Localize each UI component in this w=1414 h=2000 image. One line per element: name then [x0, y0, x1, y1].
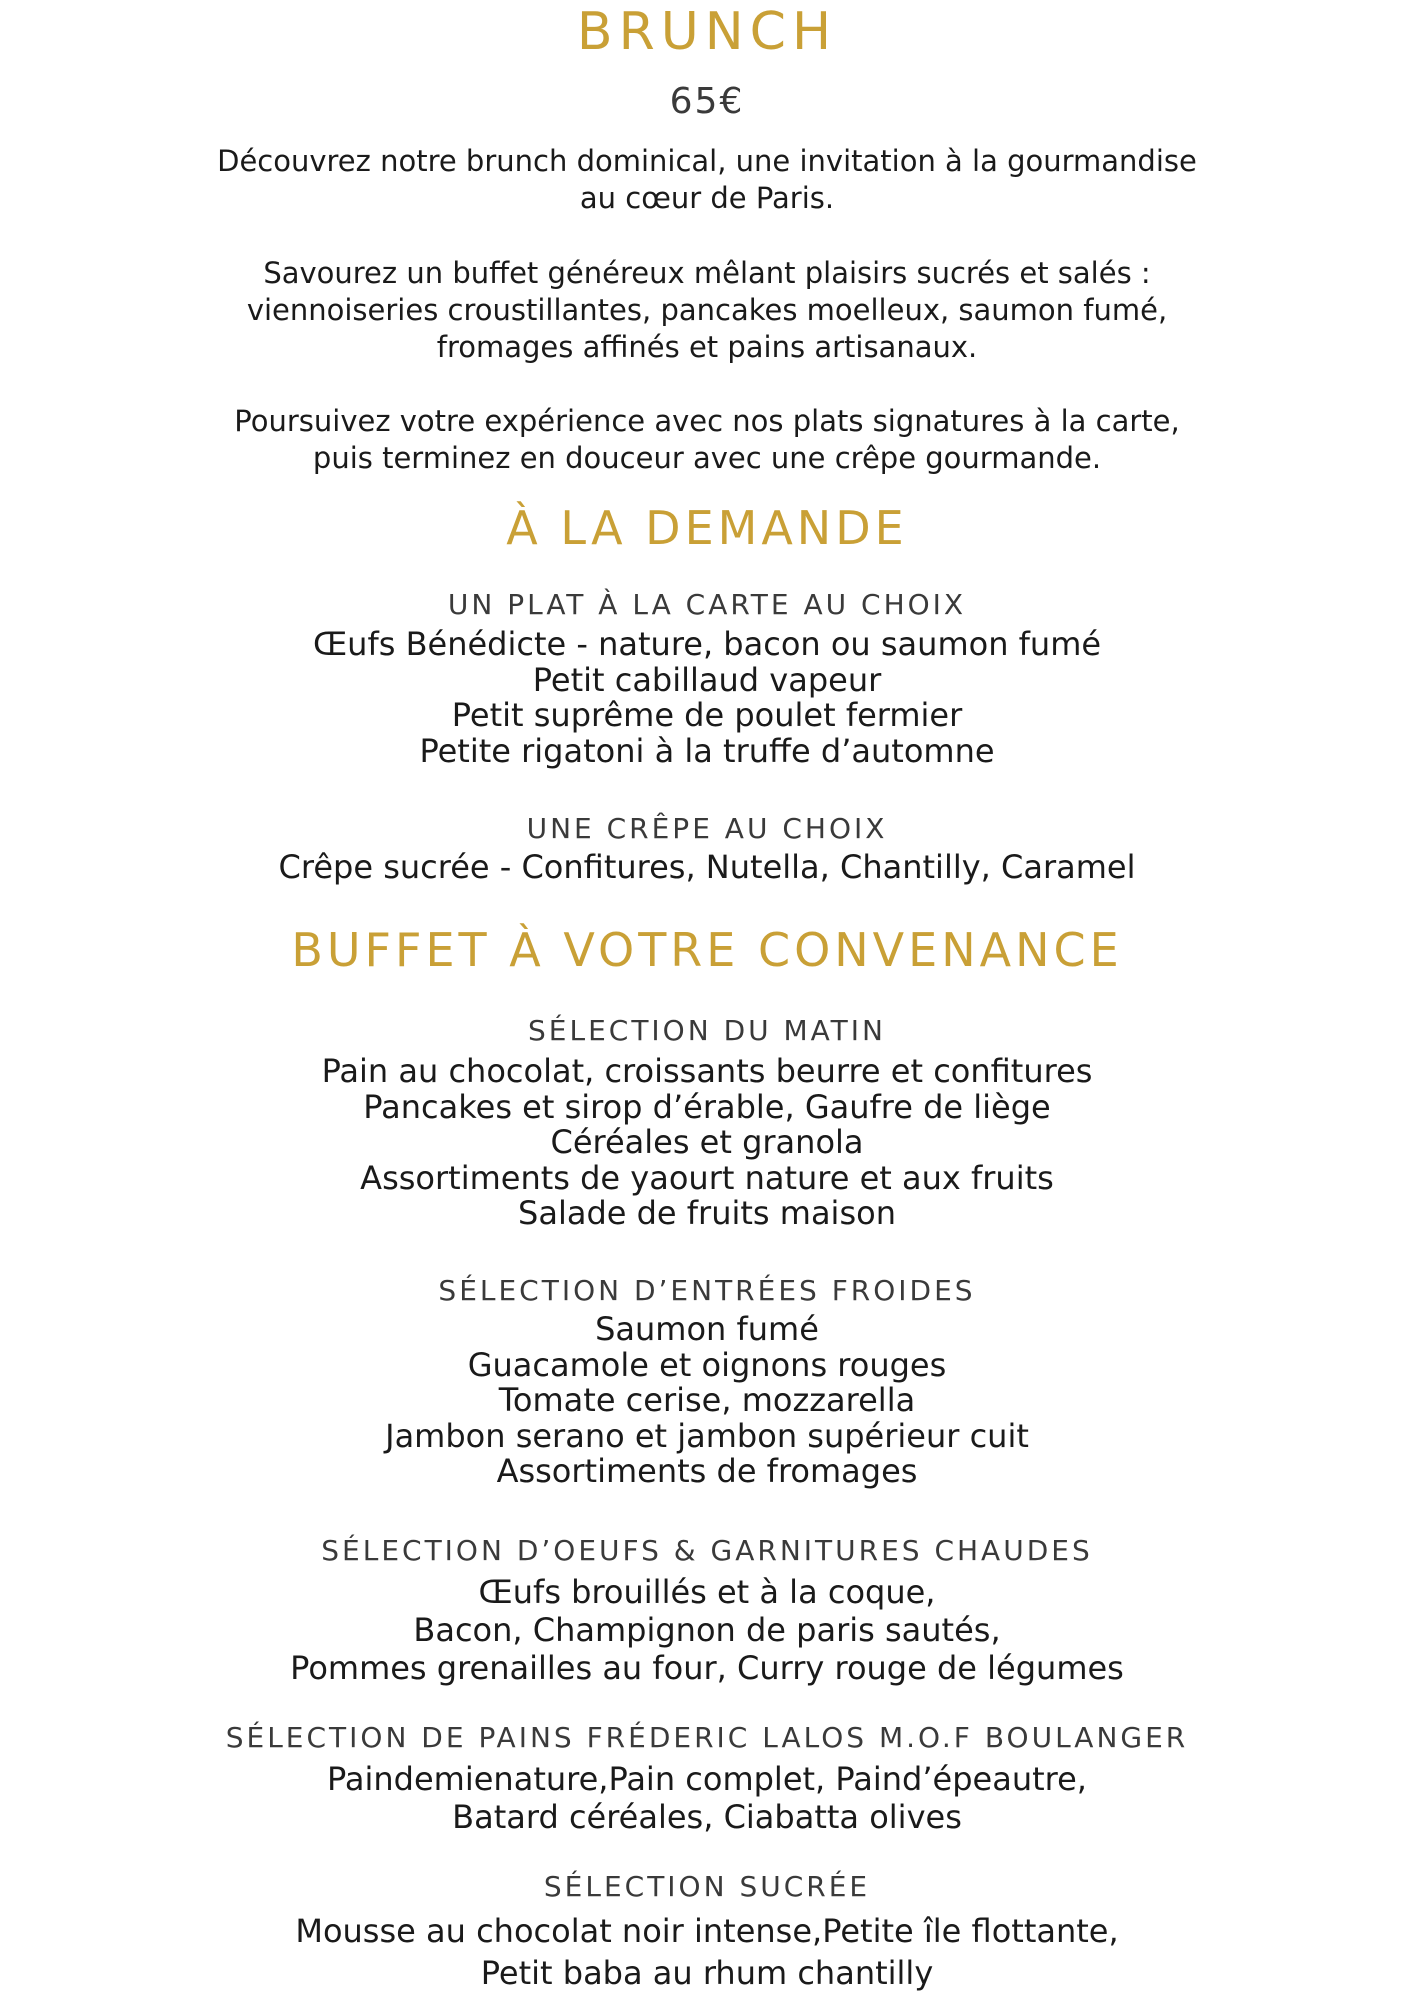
- list-item: Petit cabillaud vapeur: [532, 660, 882, 699]
- list-item: Petite rigatoni à la truffe d’automne: [419, 731, 995, 770]
- list-item: Pommes grenailles au four, Curry rouge de légumes: [290, 1649, 1124, 1687]
- list-item: Mousse au chocolat noir intense,Petite île flottante,: [295, 1912, 1119, 1950]
- list-item: Assortiments de yaourt nature et aux fruits: [360, 1158, 1054, 1197]
- plat-list: [0, 627, 1414, 769]
- subsection-title-pains: SÉLECTION DE PAINS FRÉDERIC LALOS M.O.F BOULANGER: [225, 1721, 1189, 1754]
- list-item: Crêpe sucrée - Confitures, Nutella, Chantilly, Caramel: [278, 848, 1136, 886]
- list-item: Céréales et granola: [550, 1123, 864, 1161]
- list-item: Œufs brouillés et à la coque,: [478, 1573, 936, 1611]
- intro-line: au cœur de Paris.: [579, 181, 835, 215]
- list-item: Tomate cerise, mozzarella: [498, 1381, 916, 1419]
- intro-line: Découvrez notre brunch dominical, une invitation à la gourmandise: [217, 144, 1197, 178]
- froides-list: [0, 1312, 1414, 1490]
- intro-line: puis terminez en douceur avec une crêpe gourmande.: [312, 441, 1102, 475]
- subsection-title-chaudes: SÉLECTION D’OEUFS & GARNITURES CHAUDES: [321, 1534, 1093, 1567]
- subsection-title-crepe: UNE CRÊPE AU CHOIX: [526, 812, 888, 845]
- intro-paragraph-3: [0, 403, 1414, 477]
- intro-line: fromages affinés et pains artisanaux.: [436, 330, 978, 364]
- intro-paragraph-1: [0, 143, 1414, 217]
- list-item: Petit baba au rhum chantilly: [480, 1954, 934, 1992]
- list-item: Bacon, Champignon de paris sautés,: [413, 1611, 1001, 1649]
- subsection-title-matin: SÉLECTION DU MATIN: [528, 1014, 886, 1047]
- list-item: Guacamole et oignons rouges: [467, 1345, 947, 1384]
- list-item: Assortiments de fromages: [496, 1452, 918, 1490]
- list-item: Jambon serano et jambon supérieur cuit: [385, 1416, 1029, 1455]
- section-heading-demande: À LA DEMANDE: [506, 501, 908, 555]
- subsection-title-froides: SÉLECTION D’ENTRÉES FROIDES: [438, 1274, 976, 1307]
- sucree-list: [0, 1910, 1414, 1994]
- subsection-title-plat: UN PLAT À LA CARTE AU CHOIX: [447, 588, 967, 621]
- list-item: Paindemienature,Pain complet, Paind’épeautre,: [327, 1760, 1087, 1798]
- subsection-title-sucree: SÉLECTION SUCRÉE: [543, 1870, 871, 1903]
- list-item: Batard céréales, Ciabatta olives: [452, 1798, 962, 1836]
- pains-list: [0, 1760, 1414, 1836]
- intro-line: viennoiseries croustillantes, pancakes moelleux, saumon fumé,: [246, 293, 1168, 327]
- crepe-list: [0, 850, 1414, 886]
- menu-title: BRUNCH: [576, 2, 838, 62]
- list-item: Pain au chocolat, croissants beurre et confitures: [321, 1052, 1093, 1090]
- list-item: Œufs Bénédicte - nature, bacon ou saumon fumé: [312, 625, 1102, 663]
- list-item: Petit suprême de poulet fermier: [451, 696, 963, 734]
- list-item: Pancakes et sirop d’érable, Gaufre de liège: [363, 1087, 1051, 1126]
- intro-line: Savourez un buffet généreux mêlant plaisirs sucrés et salés :: [263, 256, 1151, 290]
- intro-paragraph-2: [0, 255, 1414, 366]
- intro-line: Poursuivez votre expérience avec nos plats signatures à la carte,: [234, 404, 1180, 438]
- chaudes-list: [0, 1573, 1414, 1687]
- price: 65€: [669, 81, 745, 122]
- matin-list: [0, 1054, 1414, 1232]
- list-item: Salade de fruits maison: [518, 1194, 896, 1232]
- list-item: Saumon fumé: [595, 1310, 819, 1348]
- section-heading-buffet: BUFFET À VOTRE CONVENANCE: [291, 923, 1123, 977]
